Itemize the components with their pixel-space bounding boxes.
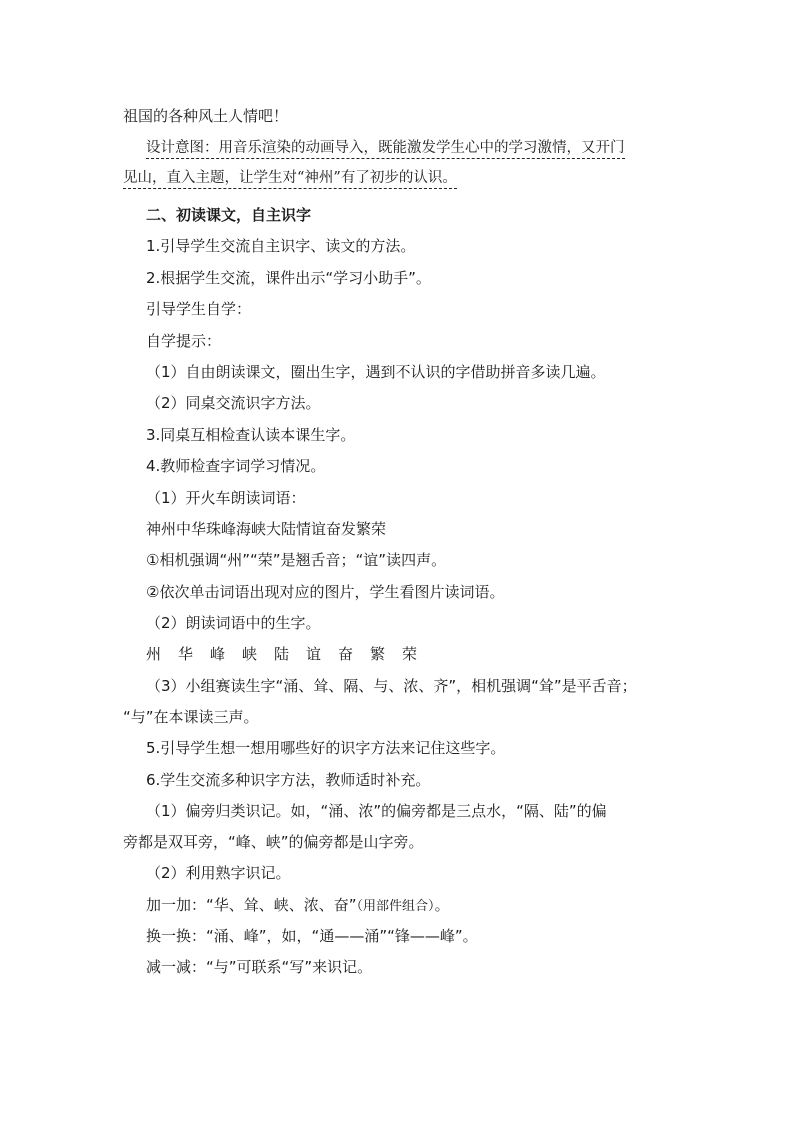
char-item: 华 [178, 645, 194, 663]
self-study-tips: 自学提示： [146, 332, 222, 350]
method-radical-cont: 旁都是双耳旁，“峰、峡”的偏旁都是山字旁。 [123, 833, 424, 851]
word-list: 神州中华珠峰海峡大陆情谊奋发繁荣 [146, 520, 387, 538]
note-pronunciation: ①相机强调“州”“荣”是翘舌音；“谊”读四声。 [146, 551, 447, 569]
intro-tail: 祖国的各种风土人情吧！ [123, 107, 289, 125]
tip-2: （2）同桌交流识字方法。 [146, 394, 321, 412]
method-add [146, 895, 450, 917]
char-item: 繁 [370, 645, 386, 663]
step-6: 6.学生交流多种识字方法，教师适时补充。 [146, 771, 431, 789]
step-3: 3.同桌互相检查认读本课生字。 [146, 426, 356, 444]
method-add-text: 加一加：“华、耸、峡、浓、奋” [146, 896, 357, 914]
char-item: 州 [146, 645, 162, 663]
substep-read-chars: （2）朗读词语中的生字。 [146, 614, 321, 632]
char-item: 陆 [274, 645, 290, 663]
step-4: 4.教师检查字词学习情况。 [146, 457, 326, 475]
char-item: 谊 [306, 645, 322, 663]
char-item: 峡 [242, 645, 258, 663]
substep-group-race-cont: “与”在本课读三声。 [123, 708, 259, 726]
method-familiar: （2）利用熟字识记。 [146, 864, 291, 882]
char-item: 奋 [338, 645, 354, 663]
step-2: 2.根据学生交流，课件出示“学习小助手”。 [146, 269, 431, 287]
tip-1: （1）自由朗读课文，圈出生字，遇到不认识的字借助拼音多读几遍。 [146, 363, 606, 381]
method-subtract: 减一减：“与”可联系“写”来识记。 [146, 958, 373, 976]
design-line-2: 见山，直入主题，让学生对“神州”有了初步的认识。 [123, 170, 457, 189]
substep-group-race: （3）小组赛读生字“涌、耸、隔、与、浓、齐”，相机强调“耸”是平舌音； [146, 677, 637, 695]
design-line-1: 设计意图：用音乐渲染的动画导入，既能激发学生心中的学习激情，又开门 [146, 140, 625, 159]
char-item: 荣 [402, 645, 418, 663]
method-add-end: 。 [434, 896, 450, 914]
method-swap: 换一换：“涌、峰”，如，“通——涌”“锋——峰”。 [146, 927, 478, 945]
note-pictures: ②依次单击词语出现对应的图片，学生看图片读词语。 [146, 583, 505, 601]
guide-self-study: 引导学生自学： [146, 300, 252, 318]
char-item: 峰 [210, 645, 226, 663]
step-5: 5.引导学生想一想用哪些好的识字方法来记住这些字。 [146, 739, 506, 757]
character-list [146, 644, 434, 664]
substep-train-reading: （1）开火车朗读词语： [146, 489, 306, 507]
section-heading: 二、初读课文，自主识字 [146, 206, 312, 224]
method-radical: （1）偏旁归类识记。如，“涌、浓”的偏旁都是三点水，“隔、陆”的偏 [146, 802, 607, 820]
step-1: 1.引导学生交流自主识字、读文的方法。 [146, 237, 416, 255]
method-add-note: （用部件组合） [356, 899, 435, 914]
